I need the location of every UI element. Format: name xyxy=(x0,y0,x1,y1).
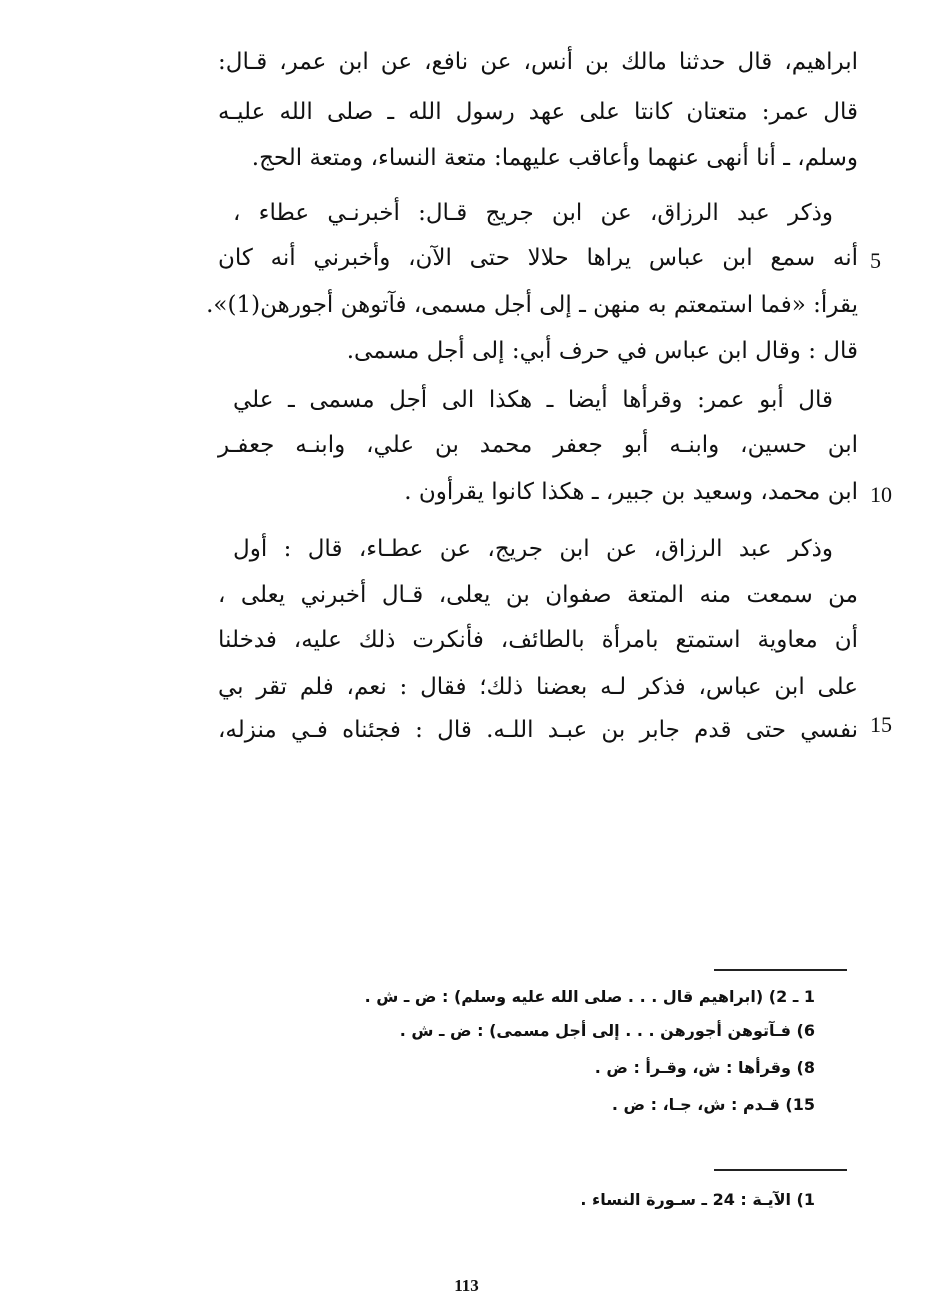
body-line-10: ابن محمد، وسعيد بن جبير، ـ هكذا كانوا يقرأون . xyxy=(404,479,858,505)
body-line-14: على ابن عباس، فذكر لـه بعضنا ذلك؛ فقال : نعم، فلم تقر بي xyxy=(218,674,858,700)
page-number: 113 xyxy=(454,1276,479,1295)
line-number-5: 5 xyxy=(870,248,881,273)
body-line-6: يقرأ: «فما استمعتم به منهن ـ إلى أجل مسمى، فآتوهن أجورهن(1)». xyxy=(206,292,858,318)
body-line-13: أن معاوية استمتع بامرأة بالطائف، فأنكرت ذلك عليه، فدخلنا xyxy=(218,627,858,653)
body-line-8: قال أبو عمر: وقرأها أيضا ـ هكذا الى أجل مسمى ـ علي xyxy=(233,387,833,413)
variant-note-2: 6) فـآتوهن أجورهن . . . إلى أجل مسمى) : ض ـ ش . xyxy=(399,1021,815,1040)
body-line-12: من سمعت منه المتعة صفوان بن يعلى، قـال أخبرني يعلى ، xyxy=(218,582,858,608)
line-number-10: 10 xyxy=(870,482,892,507)
body-line-7: قال : وقال ابن عباس في حرف أبي: إلى أجل مسمى. xyxy=(346,338,858,364)
body-line-4: وذكر عبد الرزاق، عن ابن جريج قـال: أخبرنـي عطاء ، xyxy=(233,200,833,226)
line-number-15: 15 xyxy=(870,712,892,737)
notes-separator xyxy=(714,969,847,971)
footnote: 1) الآيـة : 24 ـ سـورة النساء . xyxy=(580,1190,815,1209)
body-line-15: نفسي حتى قدم جابر بن عبـد اللـه. قال : فجئناه فـي منزله، xyxy=(218,717,858,743)
body-line-3: وسلم، ـ أنا أنهى عنهما وأعاقب عليهما: متعة النساء، ومتعة الحج. xyxy=(251,145,858,171)
body-line-1: ابراهيم، قال حدثنا مالك بن أنس، عن نافع، عن ابن عمر، قـال: xyxy=(218,49,858,75)
variant-note-4: 15) قـدم : ش، جـا، : ض . xyxy=(611,1095,815,1114)
variant-note-3: 8) وقرأها : ش، وقـرأ : ض . xyxy=(594,1058,815,1077)
body-line-11: وذكر عبد الرزاق، عن ابن جريج، عن عطـاء، قال : أول xyxy=(233,536,833,562)
body-line-2: قال عمر: متعتان كانتا على عهد رسول الله ـ صلى الله عليـه xyxy=(218,99,858,125)
variant-note-1: 1 ـ 2) (ابراهيم قال . . . صلى الله عليه وسلم) : ض ـ ش . xyxy=(364,987,815,1006)
footnote-separator xyxy=(714,1169,847,1171)
body-line-5: أنه سمع ابن عباس يراها حلالا حتى الآن، وأخبرني أنه كان xyxy=(218,245,858,271)
body-line-9: ابن حسين، وابنـه أبو جعفر محمد بن علي، وابنـه جعفـر xyxy=(218,432,858,458)
